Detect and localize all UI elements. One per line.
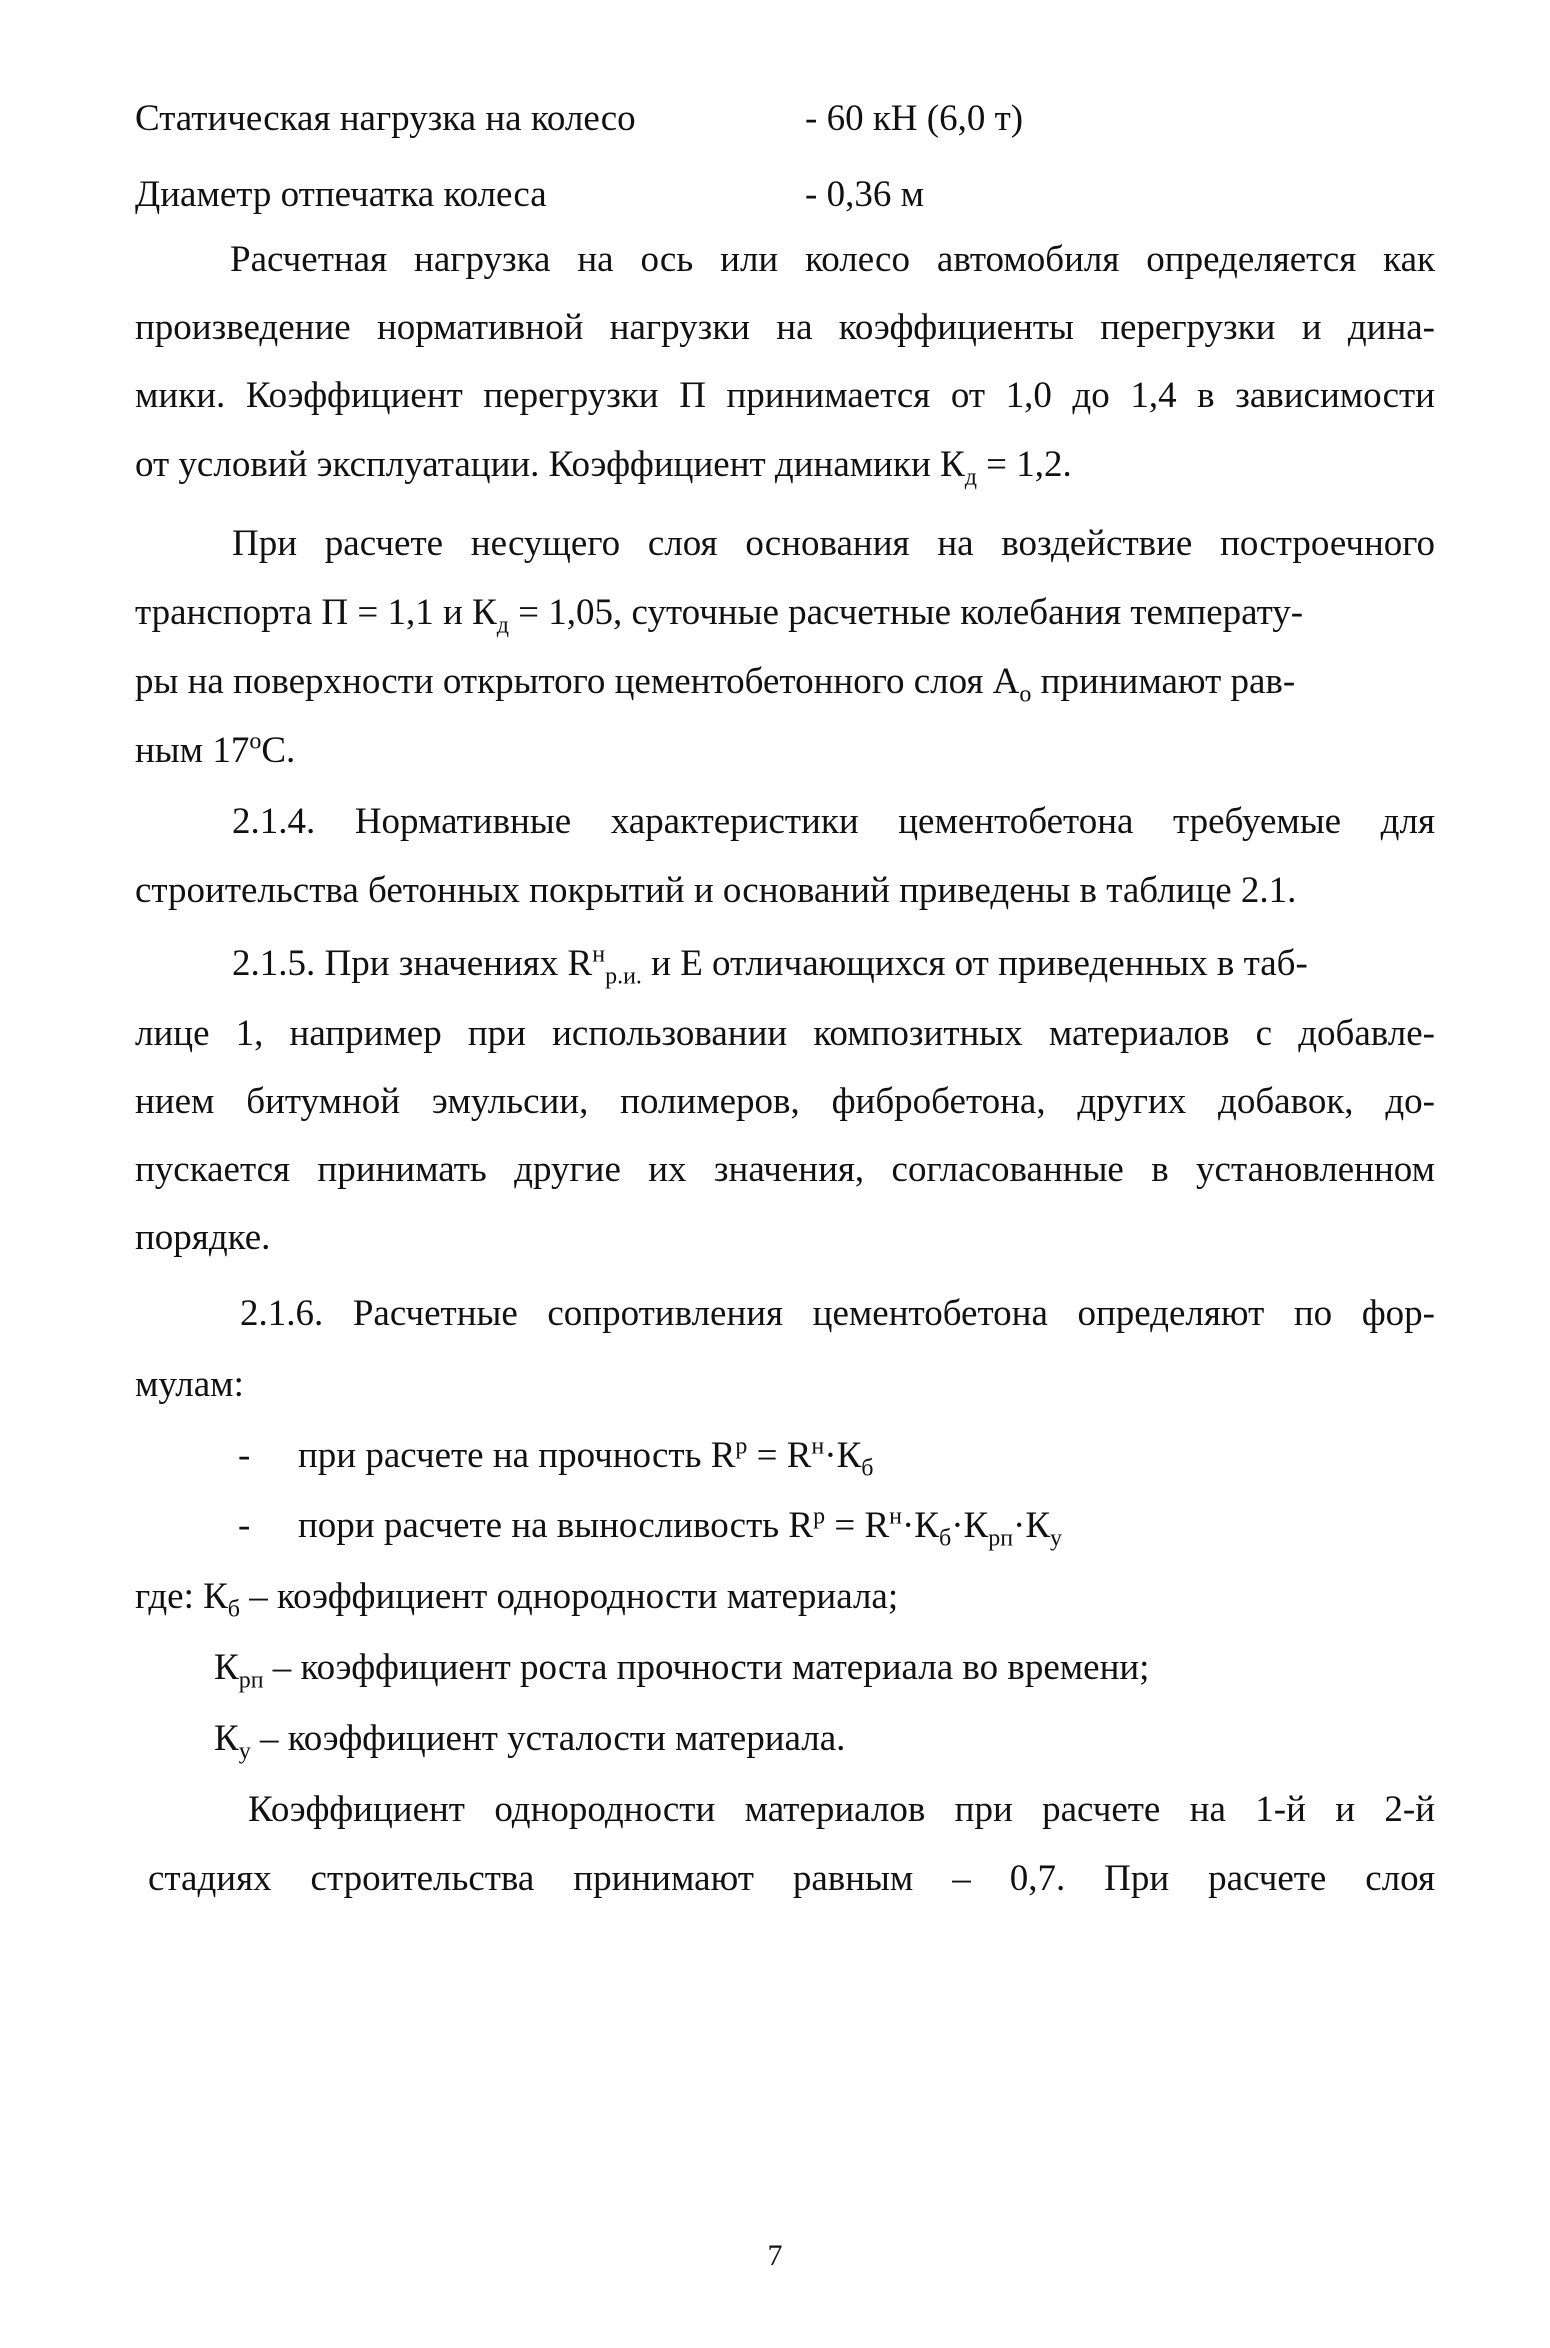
where-line1: где: $К_б$ – коэффициент однородности материала; [135, 1576, 899, 1623]
where-line2: $К_{рп}$ – коэффициент роста прочности материала во времени; [214, 1647, 1150, 1694]
para4-line2: лице 1, например при использовании композитных материалов с добавле- [135, 1013, 1435, 1054]
para4-line4: пускается принимать другие их значения, согласованные в установленном [135, 1149, 1435, 1190]
formula-strength: при расчете на прочность $R^р = R^н\cdot К_б$ [298, 1433, 874, 1482]
para4-line1: 2.1.5. При значениях $R^н_{р.и.}$ и Е отличающихся от приведенных в таб- [232, 941, 1308, 990]
para2-line1: При расчете несущего слоя основания на воздействие построечного [232, 523, 1435, 564]
para6-line2: стадиях строительства принимают равным – 0,7. При расчете слоя [148, 1858, 1435, 1899]
para6-line1: Коэффициент однородности материалов при расчете на 1-й и 2-й [248, 1789, 1435, 1830]
para1-line3: мики. Коэффициент перегрузки П принимается от 1,0 до 1,4 в зависимости [135, 375, 1435, 416]
para1-line1: Расчетная нагрузка на ось или колесо автомобиля определяется как [230, 239, 1435, 280]
para3-line2: строительства бетонных покрытий и оснований приведены в таблице 2.1. [135, 870, 1297, 911]
para4-line5: порядке. [135, 1217, 271, 1258]
spec-label-wheel-print: Диаметр отпечатка колеса [135, 174, 547, 215]
spec-value-static-load: - 60 кН (6,0 т) [805, 98, 1024, 139]
para2-line2: транспорта П = 1,1 и $К_д = 1,05$, суточные расчетные колебания температу- [135, 592, 1304, 639]
spec-label-static-load: Статическая нагрузка на колесо [135, 98, 636, 139]
where-line3: $К_у$ – коэффициент усталости материала. [214, 1718, 846, 1765]
para5-line2: мулам: [135, 1364, 244, 1405]
formula-strength-dash: - [238, 1435, 251, 1476]
para2-line3: ры на поверхности открытого цементобетонного слоя $А_о$ принимают рав- [135, 661, 1296, 708]
para1-line4: от условий эксплуатации. Коэффициент динамики $К_д = 1,2$. [135, 444, 1072, 491]
para4-line3: нием битумной эмульсии, полимеров, фибробетона, других добавок, до- [135, 1081, 1435, 1122]
para3-line1: 2.1.4. Нормативные характеристики цементобетона требуемые для [232, 801, 1435, 842]
para1-line2: произведение нормативной нагрузки на коэффициенты перегрузки и дина- [135, 307, 1435, 348]
formula-endurance-dash: - [238, 1505, 251, 1546]
spec-value-wheel-print: - 0,36 м [805, 174, 924, 215]
para2-line4: ным $17^оС$. [135, 728, 296, 771]
para5-line1: 2.1.6. Расчетные сопротивления цементобетона определяют по фор- [240, 1293, 1435, 1334]
page-number: 7 [767, 2239, 783, 2272]
formula-endurance: пори расчете на выносливость $R^р = R^н\cdot К_б\cdot К_{рп}\cdot К_у$ [298, 1503, 1063, 1552]
